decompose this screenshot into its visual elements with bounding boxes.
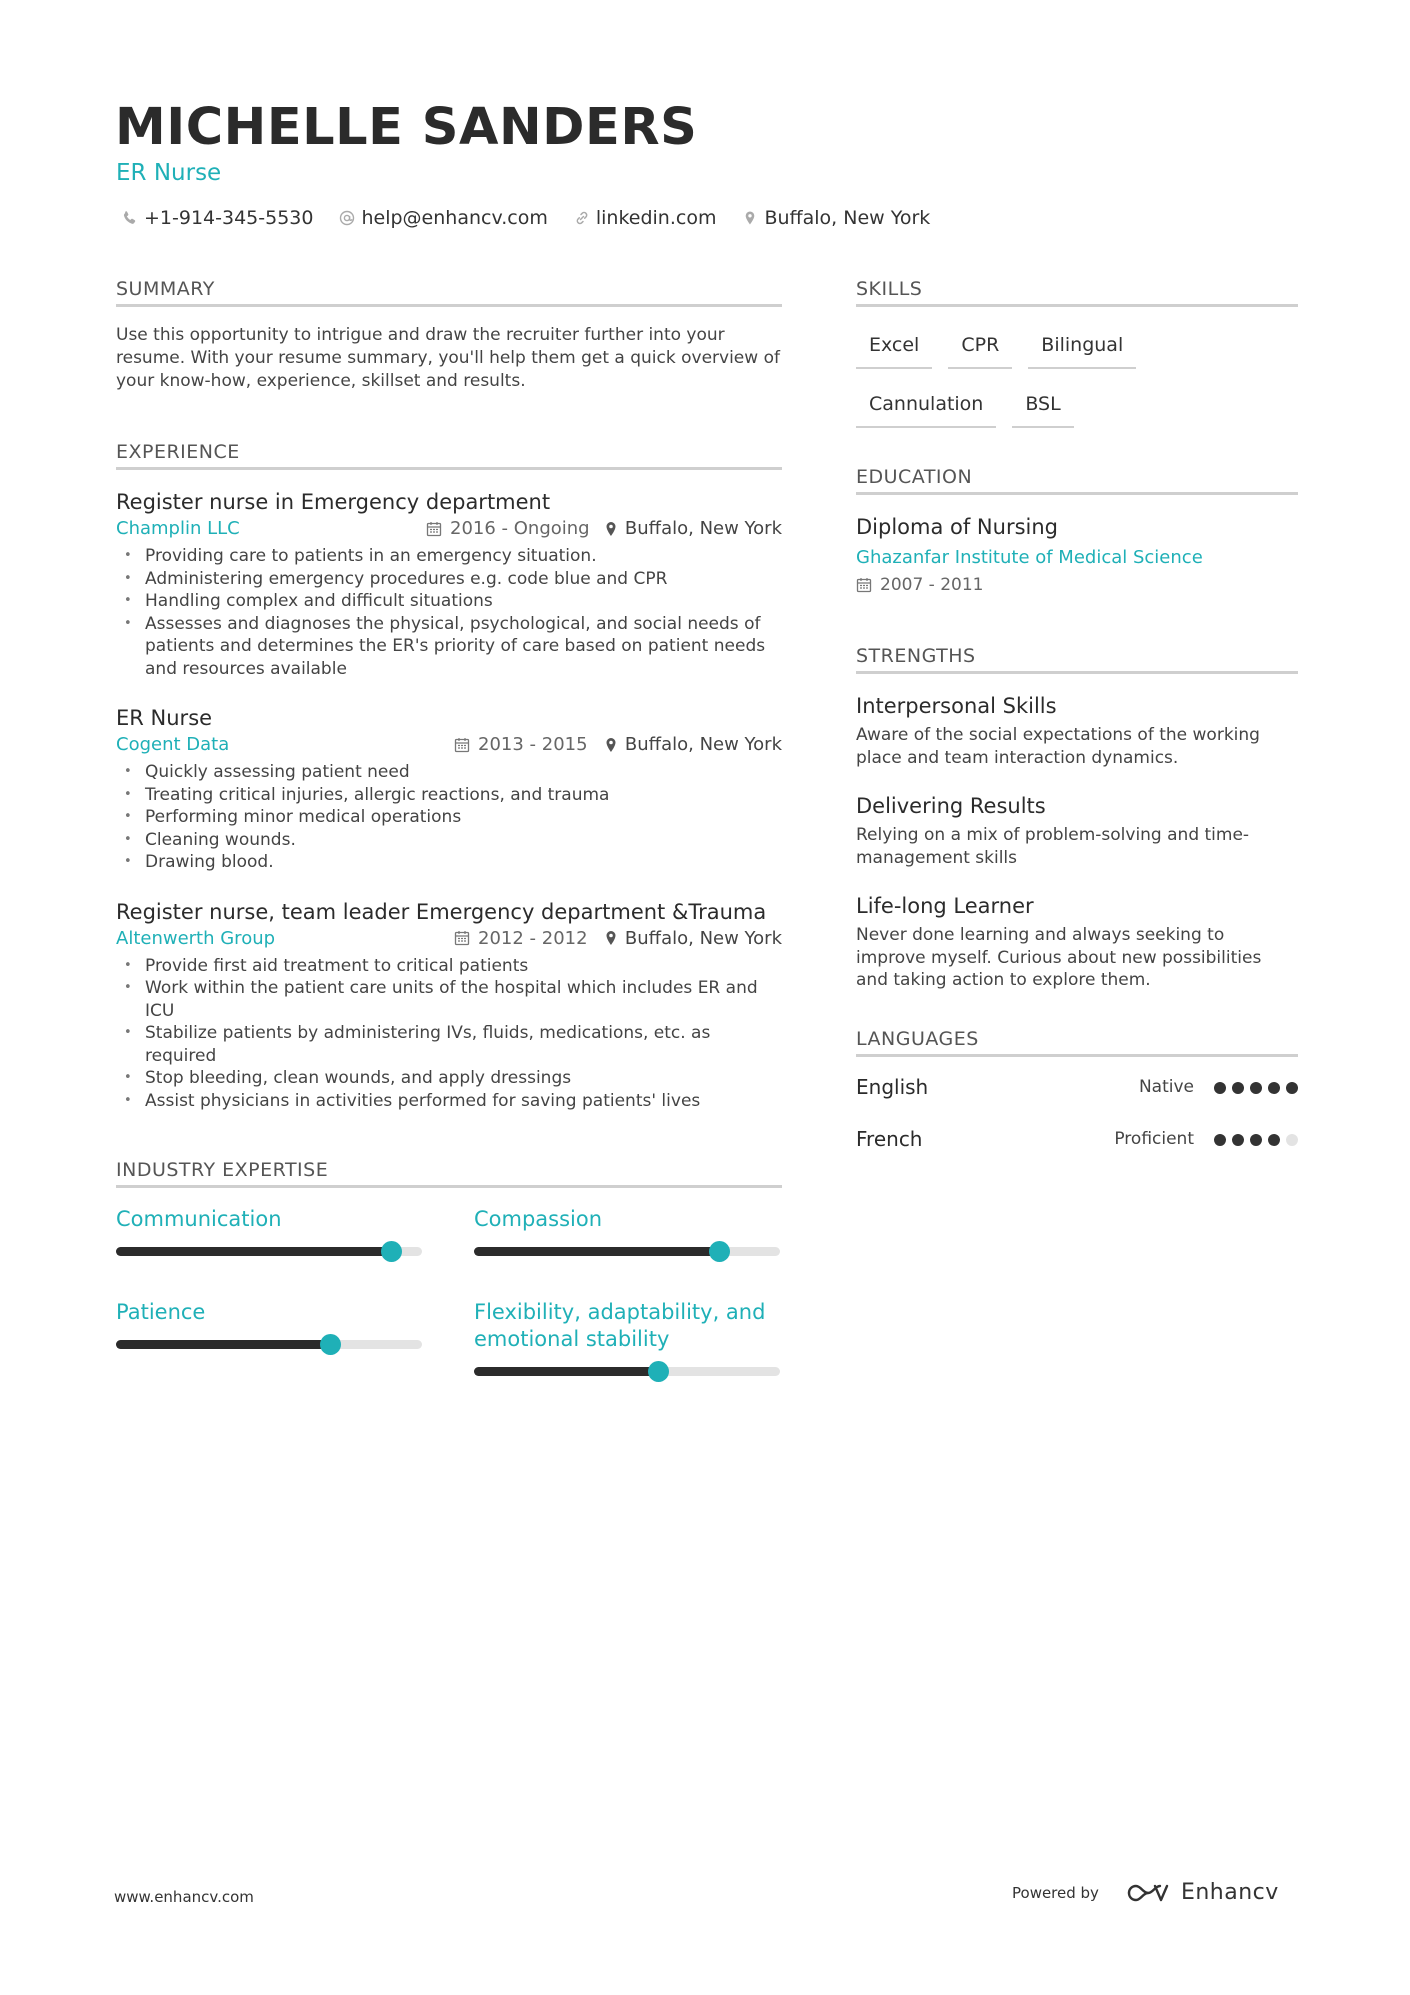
expertise-item	[116, 1299, 422, 1349]
location-text: Buffalo, New York	[764, 207, 931, 229]
education-date-text: 2007 - 2011	[880, 575, 984, 595]
languages-section	[856, 1028, 1298, 1167]
proficiency-dot	[1214, 1082, 1226, 1094]
languages-heading: LANGUAGES	[856, 1028, 1298, 1057]
proficiency-dot	[1250, 1134, 1262, 1146]
expertise-label: Compassion	[474, 1207, 603, 1231]
expertise-label: Communication	[116, 1207, 282, 1231]
location-pin-icon	[742, 210, 758, 226]
job-date	[454, 928, 588, 949]
proficiency-dot	[1214, 1134, 1226, 1146]
email-text: help@enhancv.com	[361, 207, 548, 229]
job-date	[426, 518, 590, 539]
job-bullet: • Cleaning wounds.	[116, 829, 782, 852]
job-location	[605, 928, 782, 949]
expertise-bar-fill	[474, 1247, 719, 1256]
proficiency-dot	[1286, 1134, 1298, 1146]
expertise-grid	[116, 1206, 782, 1406]
job-entry	[116, 900, 782, 1113]
job-location	[605, 518, 782, 539]
phone-icon	[122, 210, 138, 226]
contact-linkedin[interactable]	[574, 207, 717, 229]
job-bullet: • Assist physicians in activities performed for saving patients' lives	[116, 1090, 782, 1113]
expertise-bar-knob	[320, 1334, 341, 1355]
job-company: Altenwerth Group	[116, 927, 276, 949]
calendar-icon	[454, 930, 470, 946]
location-pin-icon	[605, 930, 617, 946]
job-bullet: • Work within the patient care units of the hospital which includes ER and ICU	[116, 977, 782, 1022]
expertise-heading: INDUSTRY EXPERTISE	[116, 1159, 782, 1188]
contact-phone[interactable]	[122, 207, 313, 229]
education-section	[856, 466, 1298, 595]
job-bullets	[116, 545, 782, 680]
skill-tag: CPR	[948, 324, 1012, 369]
powered-by-text: Powered by	[1012, 1883, 1099, 1902]
job-title: ER Nurse	[116, 706, 213, 730]
strengths-section	[856, 645, 1298, 992]
brand-name: Enhancv	[1180, 1880, 1279, 1905]
job-entry	[116, 490, 782, 680]
expertise-bar	[474, 1367, 780, 1376]
expertise-label: Flexibility, adaptability, and emotional stability	[474, 1300, 766, 1351]
calendar-icon	[856, 577, 872, 593]
summary-section	[116, 278, 782, 393]
job-bullet: • Administering emergency procedures e.g. code blue and CPR	[116, 568, 782, 591]
expertise-bar	[116, 1340, 422, 1349]
strength-desc: Relying on a mix of problem-solving and time-management skills	[856, 825, 1250, 868]
strength-item	[856, 894, 1298, 992]
at-icon	[339, 210, 355, 226]
job-bullet: • Handling complex and difficult situations	[116, 590, 782, 613]
job-bullets	[116, 955, 782, 1113]
summary-text: Use this opportunity to intrigue and draw the recruiter further into your resume. With your resume summary, you'll help them get a quick overview of your know-how, experience, skillset and results.	[116, 325, 780, 391]
expertise-bar-knob	[381, 1241, 402, 1262]
strength-item	[856, 794, 1298, 869]
job-bullet: • Drawing blood.	[116, 851, 782, 874]
job-bullet: • Providing care to patients in an emergency situation.	[116, 545, 782, 568]
enhancv-logo-icon	[1125, 1881, 1171, 1905]
language-dots	[1208, 1082, 1298, 1094]
candidate-role: ER Nurse	[116, 160, 222, 186]
job-bullet: • Stop bleeding, clean wounds, and apply dressings	[116, 1067, 782, 1090]
language-level: Proficient	[1114, 1128, 1194, 1149]
candidate-name: MICHELLE SANDERS	[115, 98, 698, 157]
skills-list	[856, 324, 1298, 442]
expertise-bar-knob	[709, 1241, 730, 1262]
language-name: English	[856, 1074, 929, 1099]
job-date-text: 2013 - 2015	[478, 734, 588, 755]
job-bullet: • Quickly assessing patient need	[116, 761, 782, 784]
job-bullet: • Provide first aid treatment to critical patients	[116, 955, 782, 978]
location-pin-icon	[605, 521, 617, 537]
skill-tag: Bilingual	[1028, 324, 1136, 369]
footer-branding	[1012, 1880, 1279, 1905]
language-name: French	[856, 1126, 923, 1151]
job-meta	[116, 518, 782, 544]
proficiency-dot	[1232, 1134, 1244, 1146]
strength-desc: Never done learning and always seeking to improve myself. Curious about new possibilities and taking action to explore them.	[856, 925, 1262, 990]
contact-bar	[122, 207, 956, 229]
calendar-icon	[454, 737, 470, 753]
skills-section	[856, 278, 1298, 442]
strength-title: Delivering Results	[856, 794, 1046, 818]
strength-desc: Aware of the social expectations of the working place and team interaction dynamics.	[856, 725, 1260, 768]
expertise-label: Patience	[116, 1300, 206, 1324]
job-bullet: • Assesses and diagnoses the physical, psychological, and social needs of patients and determines the ER's priority of care based on patient needs and resources available	[116, 613, 782, 681]
expertise-bar-knob	[648, 1361, 669, 1382]
job-bullet: • Performing minor medical operations	[116, 806, 782, 829]
language-row	[856, 1063, 1298, 1115]
language-dots	[1208, 1134, 1298, 1146]
strength-title: Interpersonal Skills	[856, 694, 1057, 718]
expertise-bar	[116, 1247, 422, 1256]
education-date	[856, 575, 1298, 595]
job-meta	[116, 928, 782, 954]
calendar-icon	[426, 521, 442, 537]
language-row	[856, 1115, 1298, 1167]
phone-text: +1-914-345-5530	[144, 207, 314, 229]
left-column	[116, 278, 782, 1406]
expertise-bar-fill	[474, 1367, 658, 1376]
job-location	[605, 734, 782, 755]
expertise-section	[116, 1159, 782, 1406]
contact-email[interactable]	[339, 207, 547, 229]
skill-tag: BSL	[1012, 383, 1073, 428]
expertise-item	[474, 1206, 780, 1256]
job-bullet: • Stabilize patients by administering IVs, fluids, medications, etc. as required	[116, 1022, 782, 1067]
strength-title: Life-long Learner	[856, 894, 1034, 918]
job-company: Champlin LLC	[116, 518, 240, 539]
proficiency-dot	[1250, 1082, 1262, 1094]
skills-heading: SKILLS	[856, 278, 1298, 307]
expertise-bar	[474, 1247, 780, 1256]
proficiency-dot	[1268, 1134, 1280, 1146]
expertise-item	[116, 1206, 422, 1256]
job-meta	[116, 734, 782, 760]
language-level: Native	[1138, 1076, 1194, 1097]
proficiency-dot	[1232, 1082, 1244, 1094]
skill-tag: Excel	[856, 324, 932, 369]
job-location-text: Buffalo, New York	[624, 927, 782, 949]
job-title: Register nurse, team leader Emergency department &Trauma	[116, 899, 767, 924]
job-bullets	[116, 761, 782, 874]
link-icon	[574, 210, 590, 226]
job-date-text: 2012 - 2012	[478, 927, 588, 949]
enhancv-logo[interactable]	[1125, 1880, 1279, 1905]
proficiency-dot	[1268, 1082, 1280, 1094]
job-location-text: Buffalo, New York	[624, 734, 782, 755]
job-bullet: • Treating critical injuries, allergic reactions, and trauma	[116, 784, 782, 807]
education-school: Ghazanfar Institute of Medical Science	[856, 547, 1203, 568]
languages-list	[856, 1063, 1298, 1167]
education-heading: EDUCATION	[856, 466, 1298, 495]
summary-heading: SUMMARY	[116, 278, 782, 307]
strengths-list	[856, 694, 1298, 992]
experience-section	[116, 441, 782, 1112]
experience-heading: EXPERIENCE	[116, 441, 782, 470]
job-location-text: Buffalo, New York	[624, 518, 782, 539]
expertise-bar-fill	[116, 1247, 391, 1256]
job-date	[454, 734, 588, 755]
job-entry	[116, 706, 782, 874]
education-degree: Diploma of Nursing	[856, 515, 1059, 539]
expertise-item	[474, 1299, 780, 1376]
job-company: Cogent Data	[116, 734, 230, 755]
skill-tag: Cannulation	[856, 383, 996, 428]
strength-item	[856, 694, 1298, 769]
proficiency-dot	[1286, 1082, 1298, 1094]
contact-location	[742, 207, 930, 229]
location-pin-icon	[605, 737, 617, 753]
right-column	[856, 278, 1298, 1167]
job-title: Register nurse in Emergency department	[116, 490, 551, 514]
linkedin-text: linkedin.com	[595, 207, 717, 229]
footer-website[interactable]: www.enhancv.com	[114, 1888, 254, 1906]
job-date-text: 2016 - Ongoing	[450, 518, 590, 539]
expertise-bar-fill	[116, 1340, 330, 1349]
strengths-heading: STRENGTHS	[856, 645, 1298, 674]
